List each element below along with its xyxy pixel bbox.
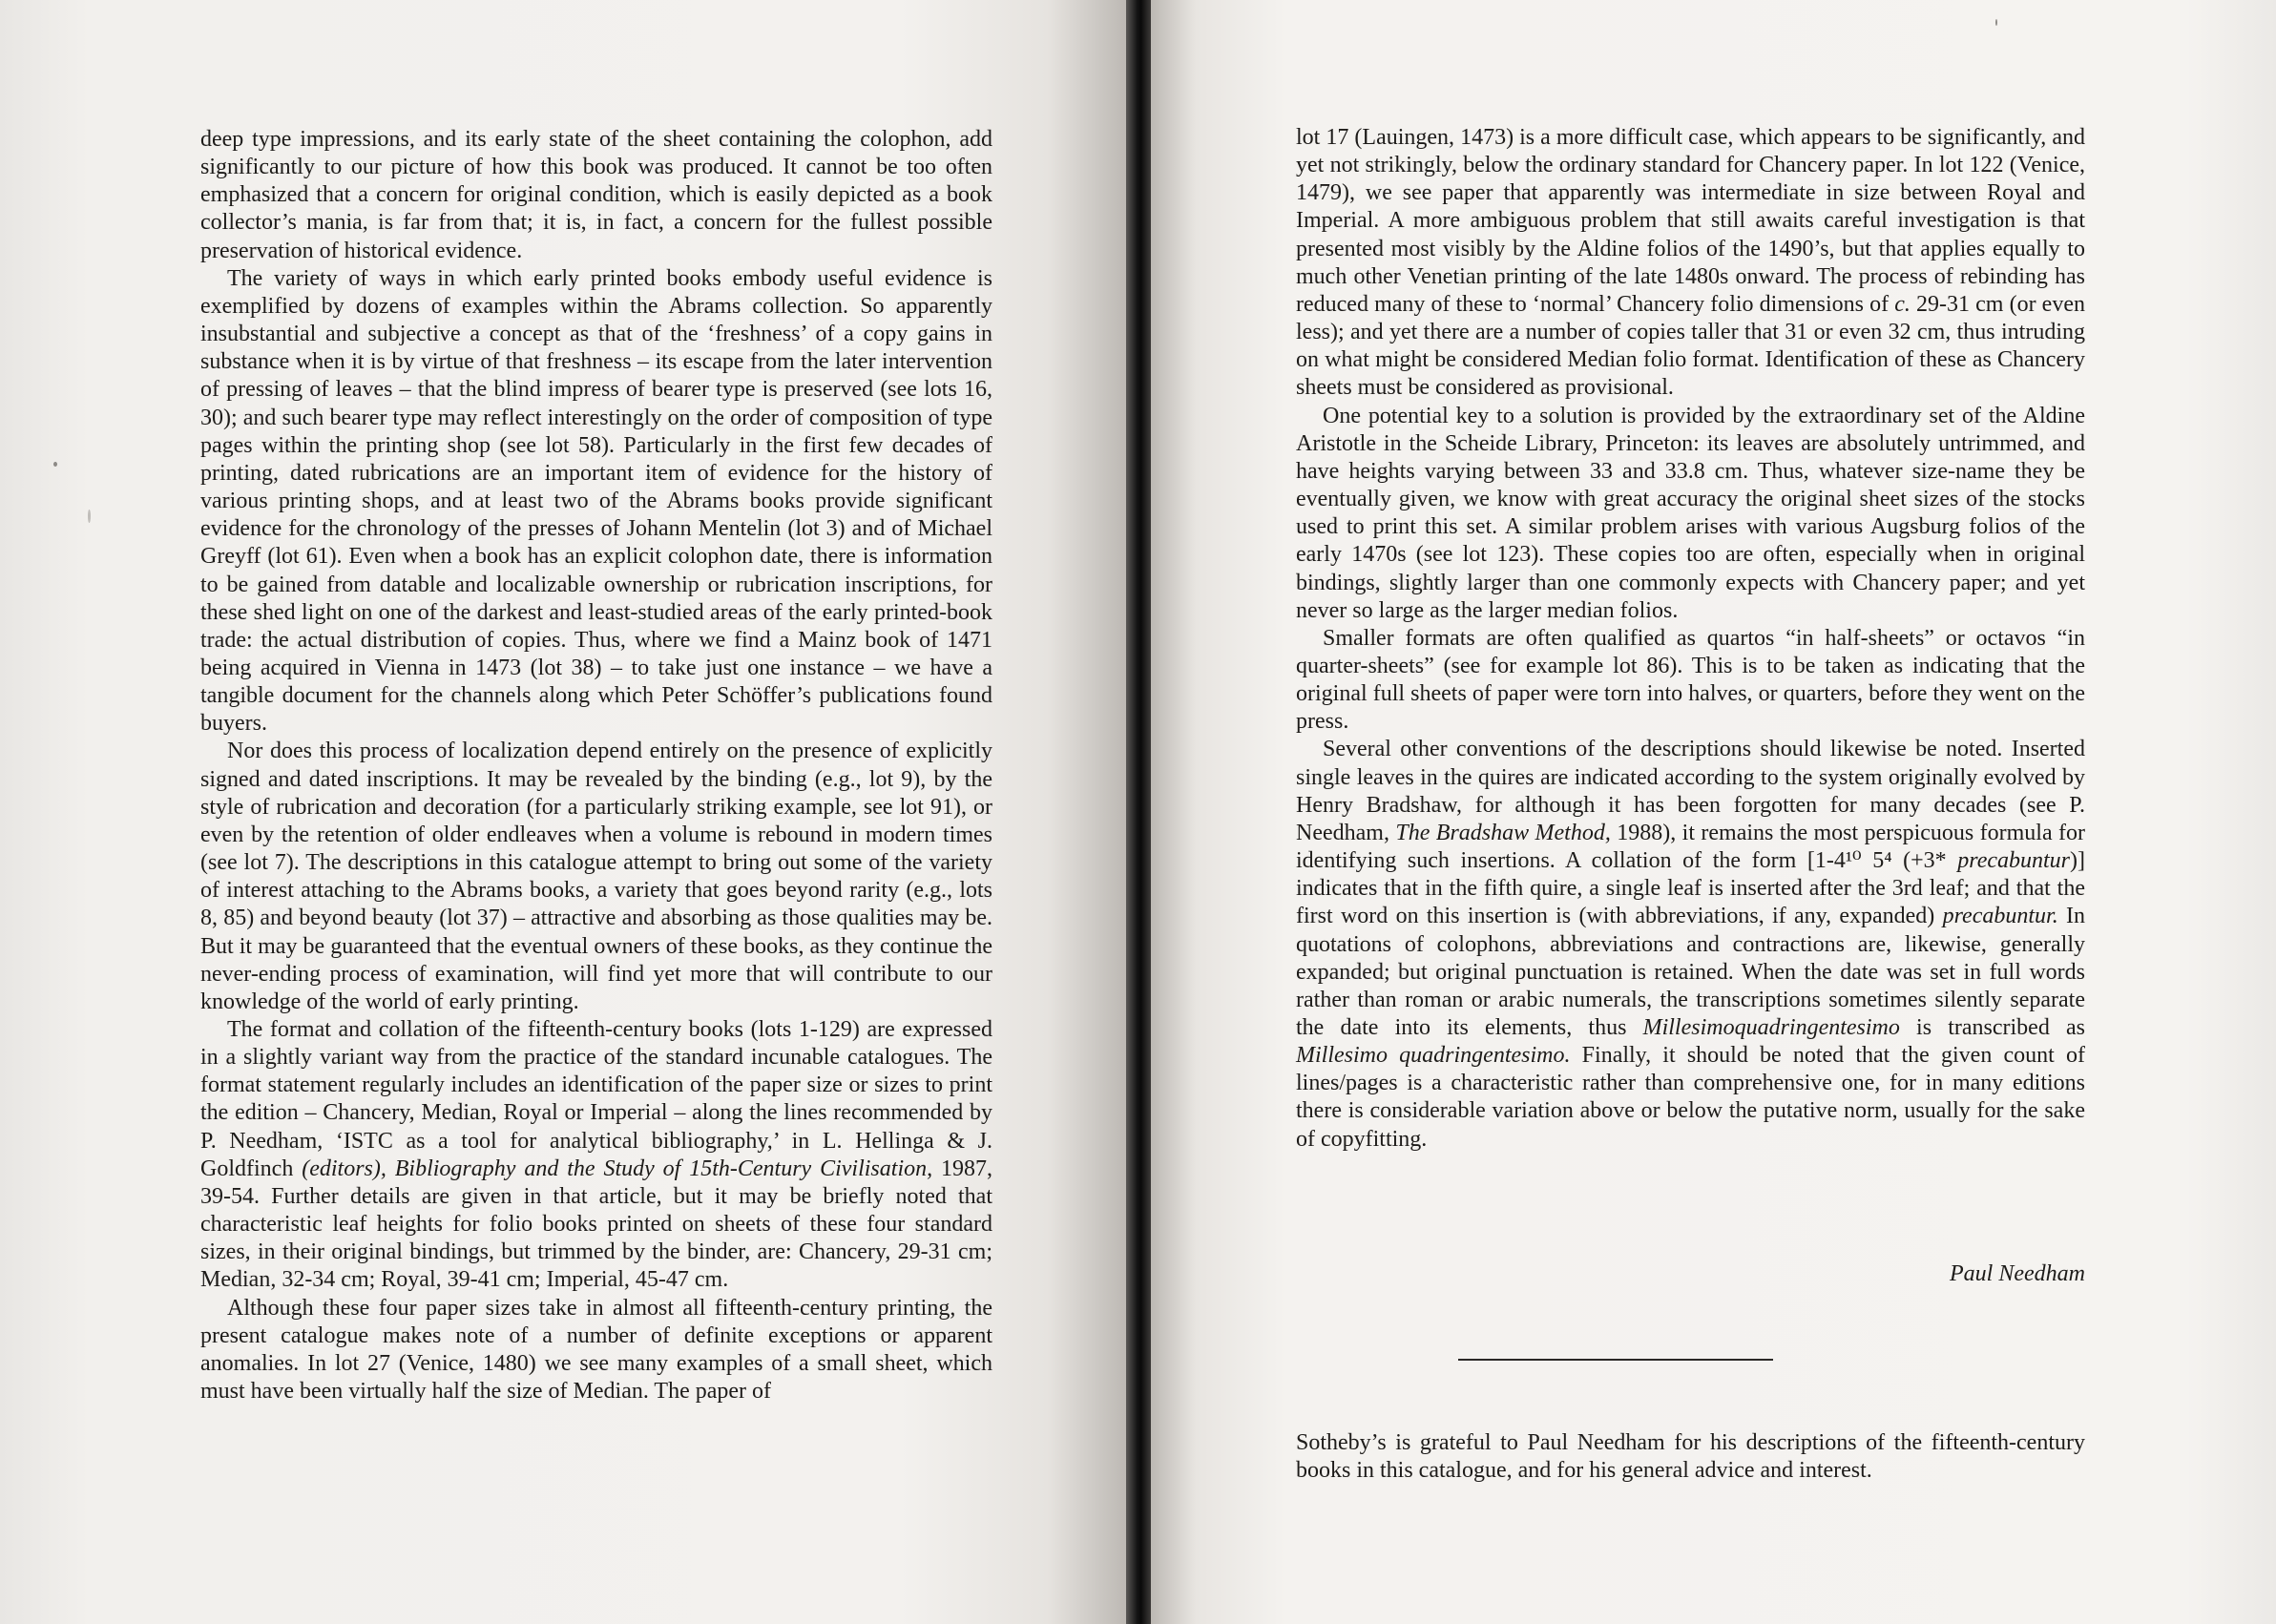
paragraph <box>200 1016 992 1295</box>
left-page-text <box>200 126 992 1405</box>
text-run: 1987, 39-54. Further details are given in that article, but it may be briefly noted that characteristic leaf heights for folio books printed on sheets of these four standard sizes, in their original bindings, but trimmed by the binder, are: Chancery, 29-31 cm; Median, 32-34 cm; Royal, 39-41 cm; Imperial, 45-47 cm. <box>200 1156 993 1293</box>
author-signature: Paul Needham <box>1950 1261 2085 1286</box>
text-run: lot 17 (Lauingen, 1473) is a more difficult case, which appears to be significantly, and yet not strikingly, below the ordinary standard for Chancery paper. In lot 122 (Venice, 1479), we see paper that apparently was intermediate in size between Royal and Imperial. A more ambiguous problem that still awaits careful investigation is that presented most visibly by the Aldine folios of the 1490’s, but that applies equally to much other Venetian printing of the late 1480s onward. The process of rebinding has reduced many of these to ‘normal’ Chancery folio dimensions of <box>1296 125 2085 317</box>
paragraph: The variety of ways in which early printed books embody useful evidence is exemplified by dozens of examples within the Abrams collection. So apparently insubstantial and subjective a concept as that of the ‘freshness’ of a copy gains in substance when it is by virtue of that freshness – its escape from the later intervention of pressing of leaves – that the blind impress of bearer type is preserved (see lots 16, 30); and such bearer type may reflect interestingly on the order of composition of type pages within the printing shop (see lot 58). Particularly in the first few decades of printing, dated rubrications are an important item of evidence for the history of various printing shops, and at least two of the Abrams books provide significant evidence for the chronology of the presses of Johann Mentelin (lot 3) and of Michael Greyff (lot 61). Even when a book has an explicit colophon date, there is information to be gained from datable and localizable ownership or rubrication inscriptions, for these shed light on one of the darkest and least-studied areas of the early printed-book trade: the actual distribution of copies. Thus, where we find a Mainz book of 1471 being acquired in Vienna in 1473 (lot 38) – to take just one instance – we have a tangible document for the channels along which Peter Schöffer’s publications found buyers. <box>200 265 992 737</box>
text-run: Several other conventions of the descriptions should likewise be noted. Inserted single leaves in the quires are indicated according to the system originally evolved by Henry Bradshaw, for although it has been forgotten for many decades (see P. Needham, <box>1296 737 2085 845</box>
horizontal-rule <box>1458 1359 1773 1361</box>
paragraph <box>1296 124 2085 403</box>
italic-word: precabuntur <box>1957 848 2071 874</box>
text-run: 1988), it remains the most perspicuous formula for identifying such insertions. A collation of the form [1-4¹⁰ 5⁴ (+3* <box>1296 820 2085 874</box>
paragraph: One potential key to a solution is provided by the extraordinary set of the Aldine Aristotle in the Scheide Library, Princeton: its leaves are absolutely untrimmed, and have heights varying between 33 and 33.8 cm. Thus, whatever size-name they be eventually given, we know with great accuracy the original sheet sizes of the stocks used to print this set. A similar problem arises with various Augsburg folios of the early 1470s (see lot 123). These copies too are often, especially when in original bindings, slightly larger than one commonly expects with Chancery paper; and yet never so large as the larger median folios. <box>1296 403 2085 623</box>
right-page-text <box>1296 124 2085 1154</box>
italic-word: precabuntur. <box>1942 904 2058 929</box>
text-run: is transcribed as <box>1899 1015 2085 1040</box>
acknowledgement: Sotheby’s is grateful to Paul Needham for his descriptions of the fifteenth-century books in this catalogue, and for his general advice and interest. <box>1296 1430 2085 1484</box>
right-page <box>1151 0 2276 1624</box>
paragraph: Nor does this process of localization depend entirely on the presence of explicitly signed and dated inscriptions. It may be revealed by the binding (e.g., lot 9), by the style of rubrication and decoration (for a particularly striking example, see lot 91), or even by the retention of older endleaves when a volume is rebound in modern times (see lot 7). The descriptions in this catalogue attempt to bring out some of the variety of interest attaching to the Abrams books, a variety that goes beyond rarity (e.g., lots 8, 85) and beyond beauty (lot 37) – attractive and absorbing as those qualities may be. But it may be guaranteed that the eventual owners of these books, as they continue the never-ending process of examination, will find yet more that will contribute to our knowledge of the world of early printing. <box>200 739 992 1014</box>
italic-word: Millesimoquadringentesimo <box>1642 1015 1900 1040</box>
italic-word: Millesimo quadringentesimo. <box>1296 1043 1571 1069</box>
text-run: The format and collation of the fifteenth-century books (lots 1-129) are expressed in a slightly variant way from the practice of the standard incunable catalogues. The format statement regularly includes an identification of the paper size or sizes to print the edition – Chancery, Median, Royal or Imperial – along the lines recommended by P. Needham, ‘ISTC as a tool for analytical bibliography,’ in L. Hellinga & J. Goldfinch <box>200 1017 992 1181</box>
paragraph <box>1296 736 2085 1153</box>
text-run: 29-31 cm (or even less); and yet there are a number of copies taller that 31 or even 32 cm, thus intruding on what might be considered Median folio format. Identification of these as Chancery sheets must be considered as provisional. <box>1296 291 2085 401</box>
paper-speck <box>53 462 57 467</box>
paper-speck <box>88 510 91 523</box>
italic-abbreviation: c. <box>1894 291 1911 317</box>
italic-citation: (editors), Bibliography and the Study of 15th-Century Civilisation, <box>302 1156 933 1181</box>
paper-speck <box>1995 19 1997 26</box>
paragraph: Smaller formats are often qualified as quartos “in half-sheets” or octavos “in quarter-sheets” (see for example lot 86). This is to be taken as indicating that the original full sheets of paper were torn into halves, or quarters, before they went on the press. <box>1296 625 2085 735</box>
italic-title: The Bradshaw Method, <box>1395 820 1611 845</box>
book-gutter <box>1126 0 1151 1624</box>
paragraph: Although these four paper sizes take in almost all fifteenth-century printing, the present catalogue makes note of a number of definite exceptions or apparent anomalies. In lot 27 (Venice, 1480) we see many examples of a small sheet, which must have been virtually half the size of Median. The paper of <box>200 1295 992 1405</box>
paragraph: deep type impressions, and its early state of the sheet containing the colophon, add significantly to our picture of how this book was produced. It cannot be too often emphasized that a concern for original condition, which is easily depicted as a book collector’s mania, is far from that; it is, in fact, a concern for the fullest possible preservation of historical evidence. <box>200 127 992 263</box>
text-run: In quotations of colophons, abbreviations and contractions are, likewise, generally expanded; but original punctuation is retained. When the date was set in full words rather than roman or arabic numerals, the transcriptions sometimes silently separate the date into its elements, thus <box>1296 904 2085 1040</box>
text-run: Finally, it should be noted that the given count of lines/pages is a characteristic rather than comprehensive one, for in many editions there is considerable variation above or below the putative norm, usually for the sake of copyfitting. <box>1296 1043 2086 1152</box>
text-run: )] indicates that in the fifth quire, a single leaf is inserted after the 3rd leaf; and that the first word on this insertion is (with abbreviations, if any, expanded) <box>1296 848 2085 929</box>
left-page <box>0 0 1126 1624</box>
